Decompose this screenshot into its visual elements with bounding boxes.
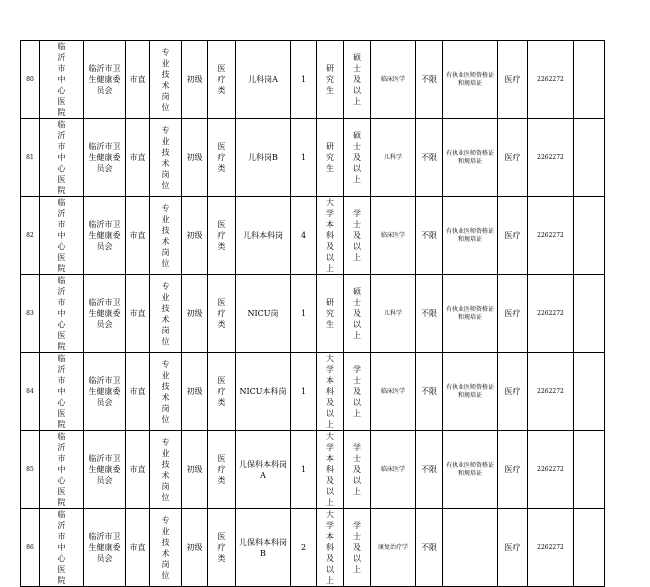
cell-note bbox=[574, 431, 605, 509]
edu-text: 研究生 bbox=[326, 64, 334, 95]
cell-cat bbox=[208, 41, 236, 119]
type-text: 专业技术岗位 bbox=[161, 203, 170, 268]
cell-grade bbox=[182, 353, 208, 431]
cell-edu bbox=[317, 41, 344, 119]
cell-other bbox=[443, 353, 498, 431]
unit-text: 临沂市中心医院 bbox=[57, 120, 66, 195]
cell-type bbox=[150, 41, 182, 119]
edu-text: 大学本科及以上 bbox=[326, 198, 334, 273]
table-body bbox=[21, 41, 605, 587]
cell-no bbox=[21, 509, 40, 587]
cell-no bbox=[21, 119, 40, 197]
cell-exam bbox=[498, 197, 528, 275]
edu-text: 大学本科及以上 bbox=[326, 510, 334, 585]
other-text: 有执业医师资格证和规培证 bbox=[446, 149, 495, 165]
phone-text: 2262272 bbox=[537, 231, 564, 239]
dept-text: 临沂市卫生健康委员会 bbox=[88, 376, 121, 407]
phone-text: 2262272 bbox=[537, 543, 564, 551]
cell-no bbox=[21, 353, 40, 431]
cell-type bbox=[150, 119, 182, 197]
degree-text: 学士及以上 bbox=[353, 209, 361, 262]
cell-unit bbox=[40, 197, 84, 275]
cell-edu bbox=[317, 509, 344, 587]
other-text: 有执业医师资格证和规培证 bbox=[446, 383, 495, 399]
cell-note bbox=[574, 353, 605, 431]
type-text: 专业技术岗位 bbox=[161, 515, 170, 580]
cell-post bbox=[236, 119, 291, 197]
cell-unit bbox=[40, 509, 84, 587]
major-text: 儿科学 bbox=[383, 309, 402, 317]
major-text: 临床医学 bbox=[380, 387, 405, 395]
major-text: 临床医学 bbox=[380, 465, 405, 473]
table-row bbox=[21, 509, 605, 587]
post-text: 儿保科本科岗A bbox=[239, 459, 287, 480]
phone-text: 2262272 bbox=[537, 75, 564, 83]
cell-unit bbox=[40, 431, 84, 509]
dept-text: 临沂市卫生健康委员会 bbox=[88, 142, 121, 173]
cell-level bbox=[126, 119, 150, 197]
no-text: 82 bbox=[26, 231, 34, 239]
cell-grade bbox=[182, 197, 208, 275]
unit-text: 临沂市中心医院 bbox=[57, 276, 66, 351]
phone-text: 2262272 bbox=[537, 387, 564, 395]
cat-text: 医疗类 bbox=[217, 376, 226, 407]
num-text: 1 bbox=[300, 75, 307, 84]
cell-dept bbox=[84, 431, 126, 509]
cell-post bbox=[236, 509, 291, 587]
exam-text: 医疗 bbox=[504, 309, 521, 318]
cell-degree bbox=[344, 119, 371, 197]
phone-text: 2262272 bbox=[537, 465, 564, 473]
cell-dept bbox=[84, 353, 126, 431]
cell-dept bbox=[84, 41, 126, 119]
cell-phone bbox=[528, 431, 574, 509]
cell-phone bbox=[528, 353, 574, 431]
cell-other bbox=[443, 431, 498, 509]
table-row bbox=[21, 119, 605, 197]
num-text: 1 bbox=[300, 309, 307, 318]
cell-exam bbox=[498, 353, 528, 431]
cell-num bbox=[291, 41, 317, 119]
level-text: 市直 bbox=[129, 387, 146, 396]
no-text: 81 bbox=[26, 153, 34, 161]
major-text: 康复治疗学 bbox=[377, 543, 408, 551]
cell-level bbox=[126, 197, 150, 275]
cell-level bbox=[126, 509, 150, 587]
no-text: 83 bbox=[26, 309, 34, 317]
major-text: 临床医学 bbox=[380, 75, 405, 83]
limit-text: 不限 bbox=[421, 387, 437, 396]
cell-degree bbox=[344, 431, 371, 509]
cell-major bbox=[371, 41, 416, 119]
cell-num bbox=[291, 119, 317, 197]
dept-text: 临沂市卫生健康委员会 bbox=[88, 532, 121, 563]
phone-text: 2262272 bbox=[537, 309, 564, 317]
cell-major bbox=[371, 197, 416, 275]
edu-text: 研究生 bbox=[326, 142, 334, 173]
edu-text: 研究生 bbox=[326, 298, 334, 329]
level-text: 市直 bbox=[129, 543, 146, 552]
cat-text: 医疗类 bbox=[217, 220, 226, 251]
cell-edu bbox=[317, 275, 344, 353]
grade-text: 初级 bbox=[186, 231, 203, 240]
major-text: 儿科学 bbox=[383, 153, 402, 161]
exam-text: 医疗 bbox=[504, 543, 521, 552]
cell-post bbox=[236, 197, 291, 275]
table-row bbox=[21, 41, 605, 119]
cell-unit bbox=[40, 41, 84, 119]
cell-post bbox=[236, 353, 291, 431]
type-text: 专业技术岗位 bbox=[161, 47, 170, 112]
level-text: 市直 bbox=[129, 309, 146, 318]
phone-text: 2262272 bbox=[537, 153, 564, 161]
grade-text: 初级 bbox=[186, 153, 203, 162]
level-text: 市直 bbox=[129, 465, 146, 474]
table-row bbox=[21, 353, 605, 431]
cell-no bbox=[21, 197, 40, 275]
other-text: 有执业医师资格证和规培证 bbox=[446, 461, 495, 477]
num-text: 2 bbox=[300, 543, 307, 552]
level-text: 市直 bbox=[129, 153, 146, 162]
cell-type bbox=[150, 431, 182, 509]
cell-other bbox=[443, 41, 498, 119]
cell-level bbox=[126, 353, 150, 431]
cell-type bbox=[150, 509, 182, 587]
edu-text: 大学本科及以上 bbox=[326, 432, 334, 507]
cell-post bbox=[236, 275, 291, 353]
other-text: 有执业医师资格证和规培证 bbox=[446, 71, 495, 87]
exam-text: 医疗 bbox=[504, 231, 521, 240]
degree-text: 学士及以上 bbox=[353, 365, 361, 418]
cell-major bbox=[371, 353, 416, 431]
grade-text: 初级 bbox=[186, 309, 203, 318]
cell-grade bbox=[182, 509, 208, 587]
cell-edu bbox=[317, 431, 344, 509]
cell-no bbox=[21, 41, 40, 119]
cat-text: 医疗类 bbox=[217, 142, 226, 173]
cell-type bbox=[150, 197, 182, 275]
cell-cat bbox=[208, 119, 236, 197]
post-text: NICU本科岗 bbox=[239, 387, 287, 396]
unit-text: 临沂市中心医院 bbox=[57, 354, 66, 429]
cell-phone bbox=[528, 197, 574, 275]
cell-degree bbox=[344, 41, 371, 119]
cell-exam bbox=[498, 275, 528, 353]
cell-note bbox=[574, 197, 605, 275]
cell-dept bbox=[84, 509, 126, 587]
exam-text: 医疗 bbox=[504, 153, 521, 162]
cell-num bbox=[291, 431, 317, 509]
cell-major bbox=[371, 509, 416, 587]
no-text: 85 bbox=[26, 465, 34, 473]
cell-other bbox=[443, 509, 498, 587]
degree-text: 学士及以上 bbox=[353, 521, 361, 574]
cell-limit bbox=[416, 197, 443, 275]
cell-unit bbox=[40, 353, 84, 431]
cell-level bbox=[126, 275, 150, 353]
grade-text: 初级 bbox=[186, 465, 203, 474]
cell-edu bbox=[317, 119, 344, 197]
other-text: 有执业医师资格证和规培证 bbox=[446, 305, 495, 321]
cell-note bbox=[574, 41, 605, 119]
exam-text: 医疗 bbox=[504, 75, 521, 84]
cell-dept bbox=[84, 197, 126, 275]
grade-text: 初级 bbox=[186, 543, 203, 552]
cell-grade bbox=[182, 119, 208, 197]
unit-text: 临沂市中心医院 bbox=[57, 510, 66, 585]
cell-num bbox=[291, 275, 317, 353]
limit-text: 不限 bbox=[421, 231, 437, 240]
cell-other bbox=[443, 275, 498, 353]
cell-num bbox=[291, 509, 317, 587]
cat-text: 医疗类 bbox=[217, 454, 226, 485]
dept-text: 临沂市卫生健康委员会 bbox=[88, 64, 121, 95]
limit-text: 不限 bbox=[421, 75, 437, 84]
cell-edu bbox=[317, 197, 344, 275]
cell-type bbox=[150, 275, 182, 353]
degree-text: 硕士及以上 bbox=[353, 287, 361, 340]
cell-num bbox=[291, 197, 317, 275]
cell-exam bbox=[498, 119, 528, 197]
cell-note bbox=[574, 509, 605, 587]
degree-text: 硕士及以上 bbox=[353, 53, 361, 106]
cell-exam bbox=[498, 431, 528, 509]
cell-num bbox=[291, 353, 317, 431]
cell-cat bbox=[208, 353, 236, 431]
cell-grade bbox=[182, 41, 208, 119]
cell-limit bbox=[416, 119, 443, 197]
grade-text: 初级 bbox=[186, 75, 203, 84]
num-text: 1 bbox=[300, 387, 307, 396]
cell-unit bbox=[40, 275, 84, 353]
table-row bbox=[21, 197, 605, 275]
cell-limit bbox=[416, 41, 443, 119]
cell-level bbox=[126, 41, 150, 119]
degree-text: 学士及以上 bbox=[353, 443, 361, 496]
cat-text: 医疗类 bbox=[217, 298, 226, 329]
unit-text: 临沂市中心医院 bbox=[57, 42, 66, 117]
type-text: 专业技术岗位 bbox=[161, 281, 170, 346]
edu-text: 大学本科及以上 bbox=[326, 354, 334, 429]
cell-major bbox=[371, 119, 416, 197]
cat-text: 医疗类 bbox=[217, 532, 226, 563]
type-text: 专业技术岗位 bbox=[161, 437, 170, 502]
limit-text: 不限 bbox=[421, 543, 437, 552]
num-text: 4 bbox=[300, 231, 307, 240]
other-text: 有执业医师资格证和规培证 bbox=[446, 227, 495, 243]
cell-cat bbox=[208, 431, 236, 509]
exam-text: 医疗 bbox=[504, 465, 521, 474]
exam-text: 医疗 bbox=[504, 387, 521, 396]
cell-dept bbox=[84, 119, 126, 197]
cell-phone bbox=[528, 41, 574, 119]
cell-degree bbox=[344, 197, 371, 275]
dept-text: 临沂市卫生健康委员会 bbox=[88, 298, 121, 329]
degree-text: 硕士及以上 bbox=[353, 131, 361, 184]
cell-limit bbox=[416, 353, 443, 431]
cell-limit bbox=[416, 275, 443, 353]
cat-text: 医疗类 bbox=[217, 64, 226, 95]
cell-level bbox=[126, 431, 150, 509]
cell-edu bbox=[317, 353, 344, 431]
cell-dept bbox=[84, 275, 126, 353]
post-text: 儿科本科岗 bbox=[243, 231, 283, 240]
table-row bbox=[21, 431, 605, 509]
cell-limit bbox=[416, 431, 443, 509]
cell-no bbox=[21, 431, 40, 509]
cell-note bbox=[574, 119, 605, 197]
cell-degree bbox=[344, 275, 371, 353]
recruitment-table bbox=[20, 40, 605, 587]
limit-text: 不限 bbox=[421, 465, 437, 474]
cell-major bbox=[371, 431, 416, 509]
cell-phone bbox=[528, 509, 574, 587]
limit-text: 不限 bbox=[421, 153, 437, 162]
num-text: 1 bbox=[300, 153, 307, 162]
type-text: 专业技术岗位 bbox=[161, 359, 170, 424]
cell-exam bbox=[498, 509, 528, 587]
table-row bbox=[21, 275, 605, 353]
no-text: 80 bbox=[26, 75, 34, 83]
post-text: 儿科岗A bbox=[248, 75, 278, 84]
type-text: 专业技术岗位 bbox=[161, 125, 170, 190]
cell-major bbox=[371, 275, 416, 353]
cell-type bbox=[150, 353, 182, 431]
cell-other bbox=[443, 119, 498, 197]
cell-cat bbox=[208, 509, 236, 587]
no-text: 86 bbox=[26, 543, 34, 551]
post-text: NICU岗 bbox=[247, 309, 279, 318]
cell-cat bbox=[208, 197, 236, 275]
cell-cat bbox=[208, 275, 236, 353]
level-text: 市直 bbox=[129, 75, 146, 84]
cell-note bbox=[574, 275, 605, 353]
cell-limit bbox=[416, 509, 443, 587]
limit-text: 不限 bbox=[421, 309, 437, 318]
cell-unit bbox=[40, 119, 84, 197]
dept-text: 临沂市卫生健康委员会 bbox=[88, 454, 121, 485]
level-text: 市直 bbox=[129, 231, 146, 240]
post-text: 儿科岗B bbox=[248, 153, 278, 162]
cell-grade bbox=[182, 275, 208, 353]
grade-text: 初级 bbox=[186, 387, 203, 396]
cell-no bbox=[21, 275, 40, 353]
no-text: 84 bbox=[26, 387, 34, 395]
cell-phone bbox=[528, 275, 574, 353]
unit-text: 临沂市中心医院 bbox=[57, 432, 66, 507]
dept-text: 临沂市卫生健康委员会 bbox=[88, 220, 121, 251]
cell-grade bbox=[182, 431, 208, 509]
cell-exam bbox=[498, 41, 528, 119]
cell-post bbox=[236, 41, 291, 119]
cell-other bbox=[443, 197, 498, 275]
major-text: 临床医学 bbox=[380, 231, 405, 239]
cell-degree bbox=[344, 353, 371, 431]
cell-degree bbox=[344, 509, 371, 587]
cell-post bbox=[236, 431, 291, 509]
num-text: 1 bbox=[300, 465, 307, 474]
unit-text: 临沂市中心医院 bbox=[57, 198, 66, 273]
post-text: 儿保科本科岗B bbox=[239, 537, 287, 558]
cell-phone bbox=[528, 119, 574, 197]
